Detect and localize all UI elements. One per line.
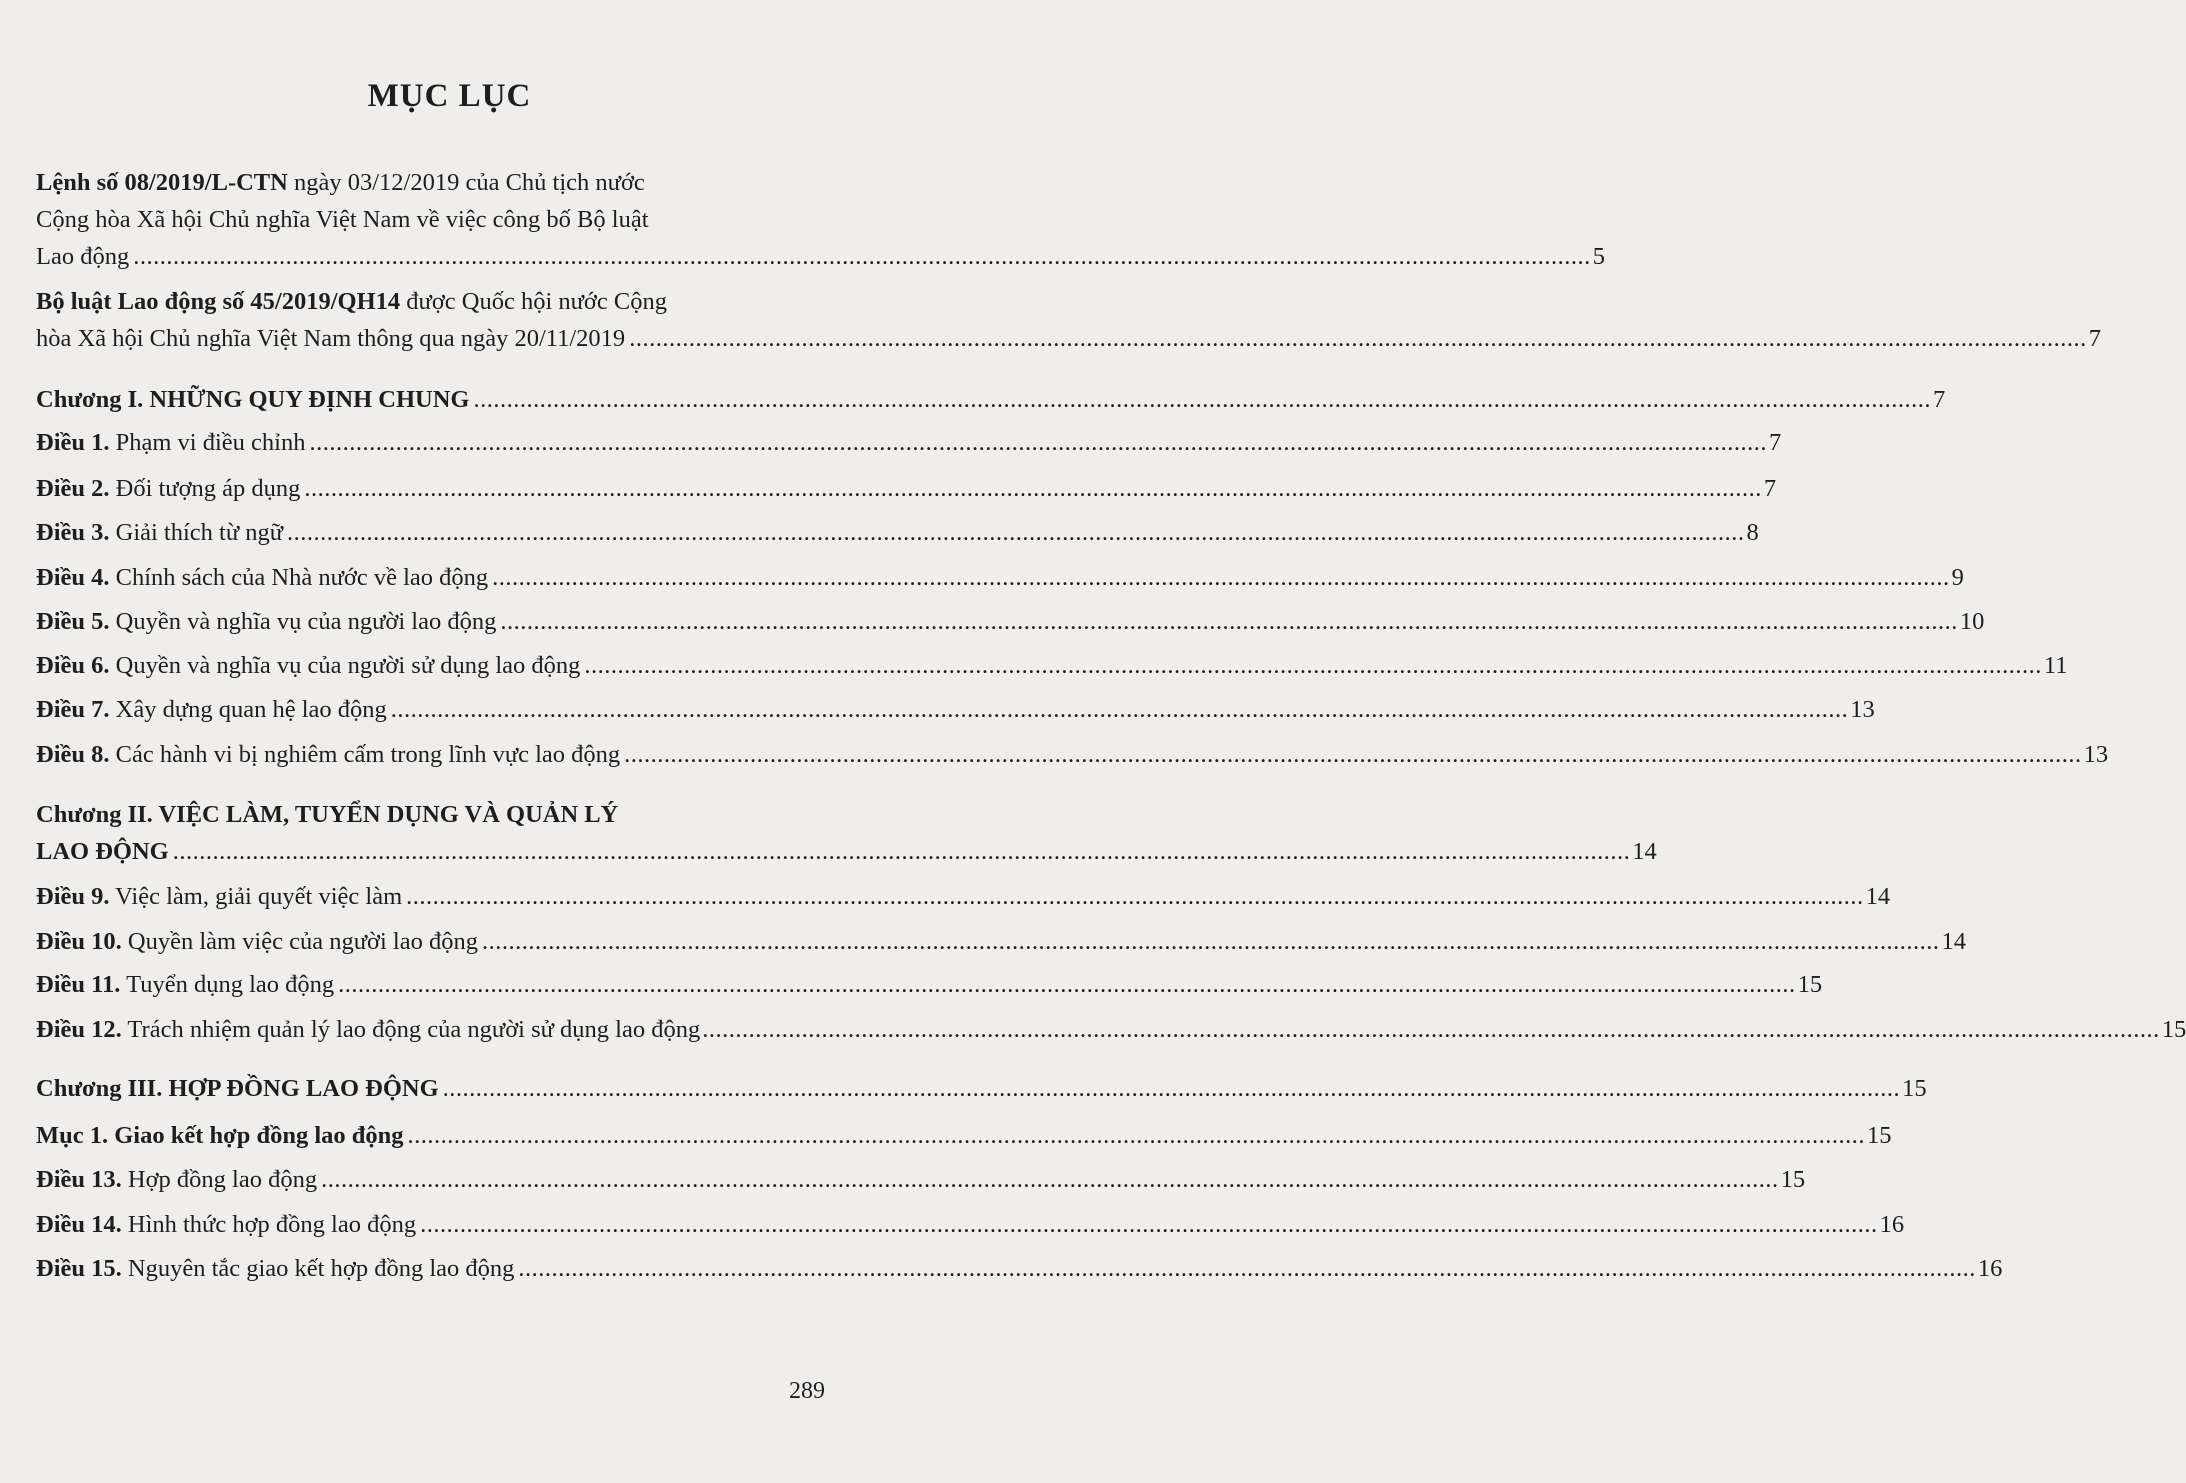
toc-article-text: Việc làm, giải quyết việc làm [109,883,403,910]
toc-leader-dots: ............................................................................................................................................................................................................................ [702,1016,2160,1043]
toc-chapter-2-line2[interactable] [36,837,1657,867]
toc-leader-dots: ............................................................................................................................................................................................................................ [172,838,1631,865]
toc-page-number: 11 [2043,652,2068,679]
toc-entry-lenh-line2: Cộng hòa Xã hội Chủ nghĩa Việt Nam về việc công bố Bộ luật [36,206,649,233]
toc-leader-dots: ............................................................................................................................................................................................................................ [473,386,1931,413]
toc-article-9[interactable] [36,882,1891,912]
toc-article-label: Điều 9. [36,883,110,910]
toc-article-text: Phạm vi điều chỉnh [109,429,306,456]
toc-entry-lenh-line3[interactable] [36,242,1605,272]
toc-entry-lenh-text: ngày 03/12/2019 của Chủ tịch nước [287,169,645,196]
toc-article-label: Điều 5. [36,608,110,635]
toc-page-number: 8 [1746,519,1759,546]
toc-article-text: Các hành vi bị nghiêm cấm trong lĩnh vực lao động [109,741,621,768]
toc-article-label: Điều 6. [36,652,110,679]
toc-leader-dots: ............................................................................................................................................................................................................................ [442,1075,1901,1102]
toc-chapter-2-line1[interactable] [36,800,825,830]
toc-entry-lenh-line3-text: Lao động [36,243,130,270]
toc-article-text: Chính sách của Nhà nước về lao động [109,564,489,591]
toc-chapter-2-title: Chương II. VIỆC LÀM, TUYỂN DỤNG VÀ QUẢN LÝ [36,801,619,828]
toc-article-text: Hình thức hợp đồng lao động [121,1211,417,1238]
toc-entry-boluat-title: Bộ luật Lao động số 45/2019/QH14 [36,288,401,315]
toc-article-label: Điều 4. [36,564,110,591]
toc-section-1-title: Mục 1. Giao kết hợp đồng lao động [36,1122,404,1149]
toc-article-label: Điều 7. [36,696,110,723]
toc-leader-dots: ............................................................................................................................................................................................................................ [407,1122,1866,1149]
toc-leader-dots: ............................................................................................................................................................................................................................ [406,883,1864,910]
toc-page-number: 7 [1768,429,1782,456]
toc-section-1[interactable] [36,1121,1892,1151]
toc-leader-dots: ............................................................................................................................................................................................................................ [492,564,1950,591]
toc-page-number: 14 [1941,928,1966,955]
page-number: 289 [789,1378,825,1404]
toc-page-number: 15 [2161,1016,2186,1043]
toc-leader-dots: ............................................................................................................................................................................................................................ [304,475,1762,502]
toc-entry-boluat-text: được Quốc hội nước Cộng [400,288,667,315]
toc-article-text: Tuyển dụng lao động [120,971,335,998]
toc-page-number: 13 [1850,696,1875,723]
toc-page-number: 9 [1951,564,1964,591]
toc-article-label: Điều 3. [36,519,110,546]
toc-article-label: Điều 2. [36,475,110,502]
toc-article-11[interactable] [36,970,1823,1000]
toc-article-15[interactable] [36,1254,2003,1284]
toc-article-1[interactable] [36,428,1782,458]
toc-page-number: 13 [2083,741,2109,768]
toc-article-13[interactable] [36,1165,1806,1195]
toc-leader-dots: ............................................................................................................................................................................................................................ [500,608,1958,635]
toc-leader-dots: ............................................................................................................................................................................................................................ [624,741,2082,768]
toc-page-number: 7 [1932,386,1946,413]
toc-article-text: Trách nhiệm quản lý lao động của người sử dụng lao động [121,1016,701,1043]
toc-page-number: 16 [1977,1255,2003,1282]
toc-page-number: 15 [1780,1166,1806,1193]
toc-article-label: Điều 14. [36,1211,122,1238]
toc-page-number: 5 [1592,243,1605,270]
toc-article-text: Quyền và nghĩa vụ của người sử dụng lao động [109,652,581,679]
toc-article-label: Điều 1. [36,429,110,456]
toc-article-8[interactable] [36,740,2109,770]
toc-article-10[interactable] [36,927,1966,957]
toc-leader-dots: ............................................................................................................................................................................................................................ [321,1166,1779,1193]
toc-article-6[interactable] [36,651,2068,681]
toc-article-text: Đối tượng áp dụng [109,475,301,502]
toc-page-number: 15 [1902,1075,1927,1102]
toc-page-number: 16 [1879,1211,1905,1238]
toc-entry-boluat-line2[interactable] [36,324,2101,354]
toc-page-number: 14 [1865,883,1891,910]
toc-article-label: Điều 15. [36,1255,122,1282]
toc-page-number: 15 [1867,1122,1892,1149]
toc-article-text: Xây dựng quan hệ lao động [109,696,387,723]
toc-article-text: Quyền làm việc của người lao động [121,928,478,955]
toc-chapter-2-title-cont: LAO ĐỘNG [36,838,169,865]
toc-leader-dots: ............................................................................................................................................................................................................................ [287,519,1745,546]
toc-chapter-3[interactable] [36,1074,1927,1104]
toc-article-3[interactable] [36,518,1759,548]
toc-leader-dots: ............................................................................................................................................................................................................................ [584,652,2042,679]
toc-article-2[interactable] [36,474,1777,504]
toc-leader-dots: ............................................................................................................................................................................................................................ [309,429,1767,456]
toc-chapter-1[interactable] [36,385,1946,415]
toc-leader-dots: ............................................................................................................................................................................................................................ [390,696,1849,723]
toc-page-number: 14 [1632,838,1657,865]
toc-page-number: 15 [1797,971,1823,998]
toc-article-label: Điều 8. [36,741,110,768]
page-title: MỤC LỤC [367,78,532,114]
toc-leader-dots: ............................................................................................................................................................................................................................ [518,1255,1976,1282]
toc-article-5[interactable] [36,607,1985,637]
toc-entry-lenh-line1[interactable] [36,168,825,198]
toc-article-text: Quyền và nghĩa vụ của người lao động [109,608,497,635]
toc-entry-boluat-line1[interactable] [36,287,825,317]
toc-article-label: Điều 13. [36,1166,122,1193]
toc-article-label: Điều 10. [36,928,122,955]
toc-article-4[interactable] [36,563,1964,593]
toc-leader-dots: ............................................................................................................................................................................................................................ [481,928,1940,955]
toc-article-text: Giải thích từ ngữ [109,519,284,546]
toc-article-14[interactable] [36,1210,1905,1240]
toc-article-text: Nguyên tắc giao kết hợp đồng lao động [121,1255,515,1282]
toc-chapter-3-title: Chương III. HỢP ĐỒNG LAO ĐỘNG [36,1075,439,1102]
toc-leader-dots: ............................................................................................................................................................................................................................ [133,243,1591,270]
toc-chapter-1-title: Chương I. NHỮNG QUY ĐỊNH CHUNG [36,386,470,413]
toc-entry-lenh-title: Lệnh số 08/2019/L-CTN [36,169,288,196]
toc-article-label: Điều 11. [36,971,121,998]
toc-page-number: 7 [1763,475,1777,502]
toc-article-12[interactable] [36,1015,2186,1045]
toc-leader-dots: ............................................................................................................................................................................................................................ [420,1211,1878,1238]
toc-page-number: 7 [2088,325,2101,352]
toc-page-number: 10 [1959,608,1985,635]
toc-entry-boluat-line2-text: hòa Xã hội Chủ nghĩa Việt Nam thông qua ngày 20/11/2019 [36,325,626,352]
toc-leader-dots: ............................................................................................................................................................................................................................ [629,325,2087,352]
toc-article-7[interactable] [36,695,1875,725]
toc-article-label: Điều 12. [36,1016,122,1043]
toc-leader-dots: ............................................................................................................................................................................................................................ [338,971,1796,998]
toc-article-text: Hợp đồng lao động [121,1166,318,1193]
